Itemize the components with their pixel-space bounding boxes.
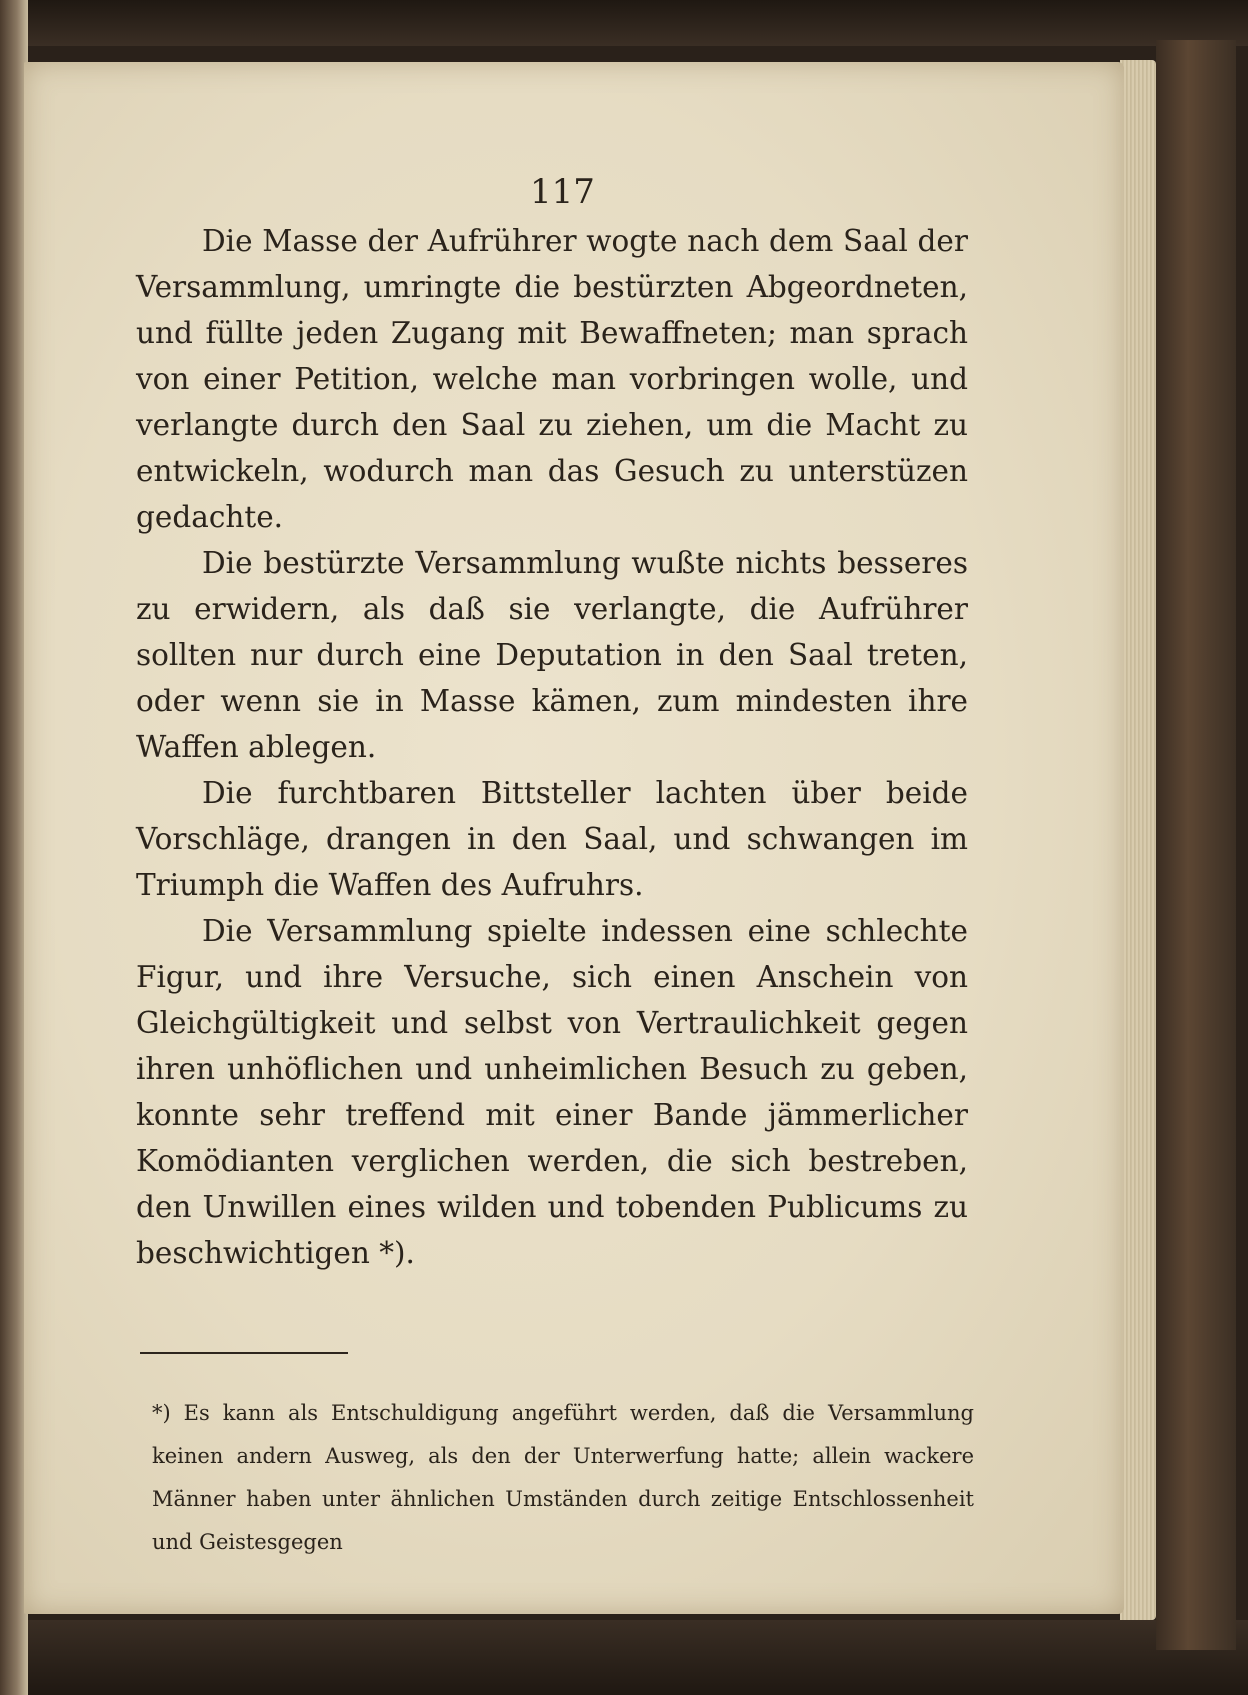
paragraph: Die Masse der Aufrührer wogte nach dem Saal der Versammlung, umringte die bestürzten Abgeordneten, und füllte jeden Zugang mit Bewaffneten; man sprach von einer Petition, welche man vorbringen wolle, und verlangte durch den Saal zu ziehen, um die Macht zu entwickeln, wodurch man das Gesuch zu unterstüzen gedachte. bbox=[136, 224, 968, 534]
page-edges bbox=[1120, 60, 1156, 1620]
footnote-text: *) Es kann als Entschuldigung angeführt werden, daß die Versammlung keinen andern Ausweg, als den der Unterwerfung hatte; allein wackere Männer haben unter ähnlichen Umständen durch zeitige Entschlossenheit und Geistesgegen bbox=[152, 1401, 974, 1554]
book-cover-right bbox=[1156, 40, 1236, 1650]
page-number: 117 bbox=[530, 172, 595, 212]
book-cover-bottom bbox=[28, 1620, 1248, 1695]
footnote bbox=[152, 1392, 974, 1564]
footnote-rule bbox=[140, 1352, 348, 1354]
paragraph: Die bestürzte Versammlung wußte nichts besseres zu erwidern, als daß sie verlangte, die Aufrührer sollten nur durch eine Deputation in den Saal treten, oder wenn sie in Masse kämen, zum mindesten ihre Waffen ablegen. bbox=[136, 546, 968, 764]
paragraph: Die Versammlung spielte indessen eine schlechte Figur, und ihre Versuche, sich einen Anschein von Gleichgültigkeit und selbst von Vertraulichkeit gegen ihren unhöflichen und unheimlichen Besuch zu geben, konnte sehr treffend mit einer Bande jämmerlicher Komödianten verglichen werden, die sich bestreben, den Unwillen eines wilden und tobenden Publicums zu beschwichtigen *). bbox=[136, 914, 968, 1270]
book-cover-top bbox=[28, 0, 1248, 46]
paragraph: Die furchtbaren Bittsteller lachten über beide Vorschläge, drangen in den Saal, und schwangen im Triumph die Waffen des Aufruhrs. bbox=[136, 776, 968, 902]
body-text bbox=[136, 218, 968, 1276]
